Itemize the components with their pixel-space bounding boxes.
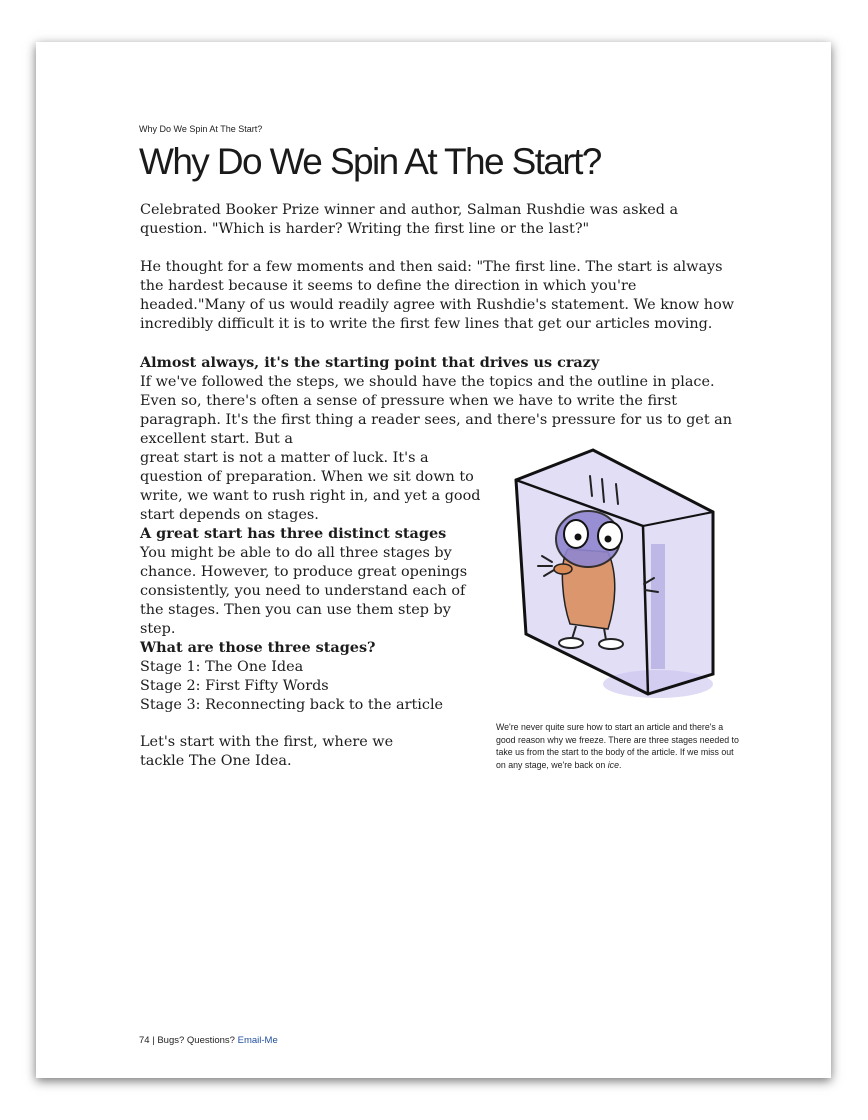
page-number: 74 xyxy=(139,1035,150,1046)
running-head: Why Do We Spin At The Start? xyxy=(139,124,263,134)
section-heading: Almost always, it's the starting point that drives us crazy xyxy=(140,354,600,371)
paragraph-text: He thought for a few moments and then said: "The first line. The start is always the hardest because it seems to define the direction in which you're headed."Many of us would readily agree with Rushdie's statement. We know how incredibly difficult it is to write the first few lines that get our articles moving. xyxy=(140,259,735,332)
footer-label: Bugs? Questions? xyxy=(157,1035,238,1046)
list-item: Stage 3: Reconnecting back to the article xyxy=(140,697,444,713)
list-item: Stage 1: The One Idea xyxy=(140,659,304,675)
section-text-narrow: great start is not a matter of luck. It's a question of preparation. When we sit down to write, we want to rush right in, and yet a good start depends on stages. xyxy=(140,450,481,523)
section-text-wide: If we've followed the steps, we should have the topics and the outline in place. Even so, there's often a sense of pressure when we have to write the first paragraph. It's the first thing a reader sees, and there's pressure for us to get an excellent start. But a xyxy=(140,374,733,447)
figure-caption: We're never quite sure how to start an article and there's a good reason why we freeze. There are three stages needed to take us from the start to the body of the article. If we miss out on any stage, we're back on ice. xyxy=(496,722,739,770)
page-title: Why Do We Spin At The Start? xyxy=(139,141,601,182)
section-heading: A great start has three distinct stages xyxy=(140,525,447,542)
intro-paragraph-1 xyxy=(140,201,740,239)
email-me-link[interactable]: Email-Me xyxy=(237,1035,278,1046)
section-text: You might be able to do all three stages by chance. However, to produce great openings consistently, you need to understand each of the stages. Then you can use them step by step. xyxy=(140,545,468,637)
section-stages-list xyxy=(140,638,485,715)
frozen-character-illustration xyxy=(508,444,726,706)
paragraph-text: Let's start with the first, where we tackle The One Idea. xyxy=(140,734,394,769)
closing-paragraph xyxy=(140,733,440,771)
paragraph-text: Celebrated Booker Prize winner and author, Salman Rushdie was asked a question. "Which is harder? Writing the first line or the last?" xyxy=(140,202,679,237)
section-three-stages xyxy=(140,524,485,639)
section-heading: What are those three stages? xyxy=(140,639,376,656)
intro-paragraph-2 xyxy=(140,258,740,334)
list-item: Stage 2: First Fifty Words xyxy=(140,678,329,694)
page-footer: 74 | Bugs? Questions? Email-Me xyxy=(139,1035,278,1046)
